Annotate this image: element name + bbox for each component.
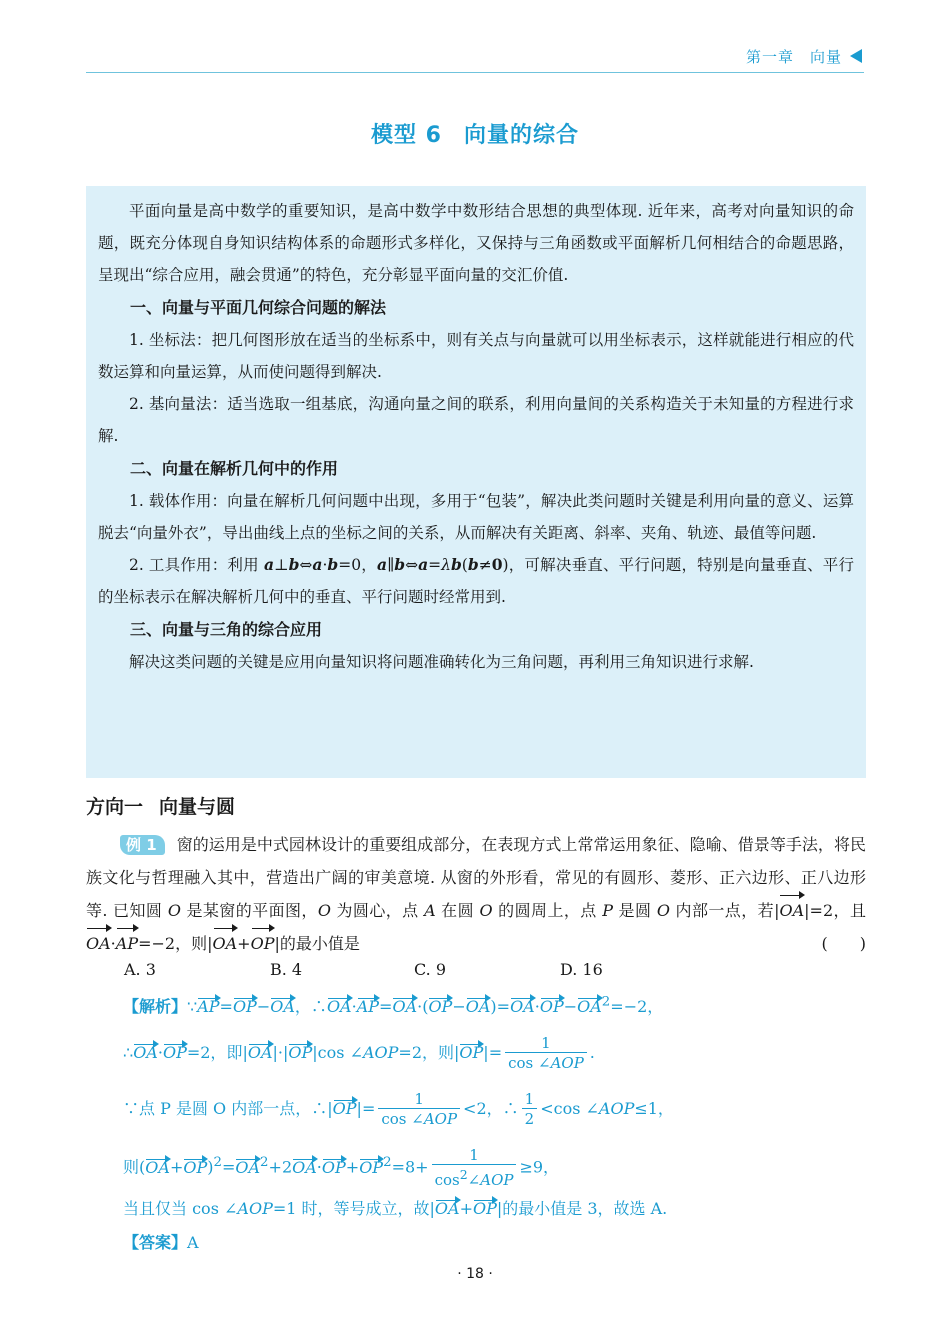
- chapter-label: 第一章 向量: [745, 48, 842, 66]
- answer-blank: ( ): [821, 934, 866, 953]
- option-c: C. 9: [414, 960, 447, 979]
- summary-basis-method: 2. 基向量法：适当选取一组基底，沟通向量之间的联系，利用向量间的关系构造关于未知量的方程进行求解.: [98, 395, 854, 446]
- page-header: [86, 42, 864, 73]
- summary-intro: 平面向量是高中数学的重要知识，是高中数学中数形结合思想的典型体现. 近年来，高考对向量知识的命题，既充分体现自身知识结构体系的命题形式多样化，又保持与三角函数或平面解析几何相结合的命题思路，呈现出“综合应用，融会贯通”的特色，充分彰显平面向量的交汇价值.: [98, 202, 854, 285]
- solution-line-3: ∵点 P 是圆 O 内部一点，∴|OP|= $\frac{1}{\text{cos ∠AOP}}$ <2，∴ $\frac{1}{2}$ <cos ∠AOP≤1，: [123, 1090, 674, 1128]
- triangle-marker-icon: [850, 49, 862, 63]
- solution-line-5: 当且仅当 cos ∠AOP=1 时，等号成立，故|OA+OP|的最小值是 3，故选 A.: [123, 1199, 668, 1218]
- solution-line-1: 【解析】∵AP=OP−OA，$\therefore OA\cdot AP=OA\cdot(OP-OA)=OA\cdot OP-OA^2=-2$，: [123, 994, 664, 1016]
- summary-heading-1: 一、向量与平面几何综合问题的解法: [130, 297, 387, 317]
- section-label: 方向一: [86, 796, 144, 818]
- section-name: 向量与圆: [159, 796, 236, 818]
- summary-carrier-role: 1. 载体作用：向量在解析几何问题中出现，多用于“包装”，解决此类问题时关键是利用向量的意义、运算脱去“向量外衣”，导出曲线上点的坐标之间的关系，从而解决有关距离、斜率、夹角、轨迹、最值等问题.: [98, 491, 854, 543]
- answer-line: [123, 1230, 199, 1253]
- example-badge: 例 1: [120, 835, 165, 855]
- summary-tool-role: 2. 工具作用：利用 a⊥b⇔a·b=0，a∥b⇔a=λb(b≠0)，可解决垂直、平行问题，特别是向量垂直、平行的坐标表示在解决解析几何中的垂直、平行问题时经常用到.: [98, 555, 854, 607]
- section-heading: [86, 792, 235, 819]
- solution-line-4: 则$(OA+OP)^2=OA^2+2OA\cdot OP+OP^2=8+$ $\frac{1}{\cos^2\angle AOP}$ ≥9，: [123, 1146, 560, 1189]
- option-d: D. 16: [560, 960, 603, 979]
- option-a: A. 3: [124, 960, 156, 979]
- model-number: 模型 6: [371, 123, 442, 148]
- example-problem: [86, 828, 866, 960]
- answer-label: 【答案】: [123, 1233, 188, 1252]
- summary-heading-2: 二、向量在解析几何中的作用: [130, 458, 339, 478]
- page-number: · 18 ·: [457, 1266, 493, 1282]
- option-b: B. 4: [270, 960, 303, 979]
- summary-coordinate-method: 1. 坐标法：把几何图形放在适当的坐标系中，则有关点与向量就可以用坐标表示，这样就能进行相应的代数运算和向量运算，从而使问题得到解决.: [98, 330, 854, 382]
- summary-trig-application: 解决这类问题的关键是应用向量知识将问题准确转化为三角问题，再利用三角知识进行求解.: [129, 652, 754, 671]
- summary-heading-3: 三、向量与三角的综合应用: [130, 619, 323, 639]
- solution-line-2: ∴OA·OP=2，即|OA|·|OP|cos ∠AOP=2，则|OP|= $\frac{1}{\text{cos ∠AOP}}$ .: [123, 1034, 595, 1072]
- model-name: 向量的综合: [463, 123, 579, 148]
- summary-box: [86, 186, 866, 778]
- answer-value: A: [187, 1233, 199, 1252]
- example-text: 例 1 窗的运用是中式园林设计的重要组成部分，在表现方式上常常运用象征、隐喻、借景等手法，将民族文化与哲理融入其中，营造出广阔的审美意境. 从窗的外形看，常见的有圆形、菱形、正六边形、正八边形等. 已知圆 O 是某窗的平面图，O 为圆心，点 A 在圆 O 的圆周上，点 P 是圆 O 内部一点，若|OA|=2，且OA·AP=−2，则|OA+OP|的最小值是 ( ): [86, 828, 866, 960]
- page-title: [0, 118, 950, 149]
